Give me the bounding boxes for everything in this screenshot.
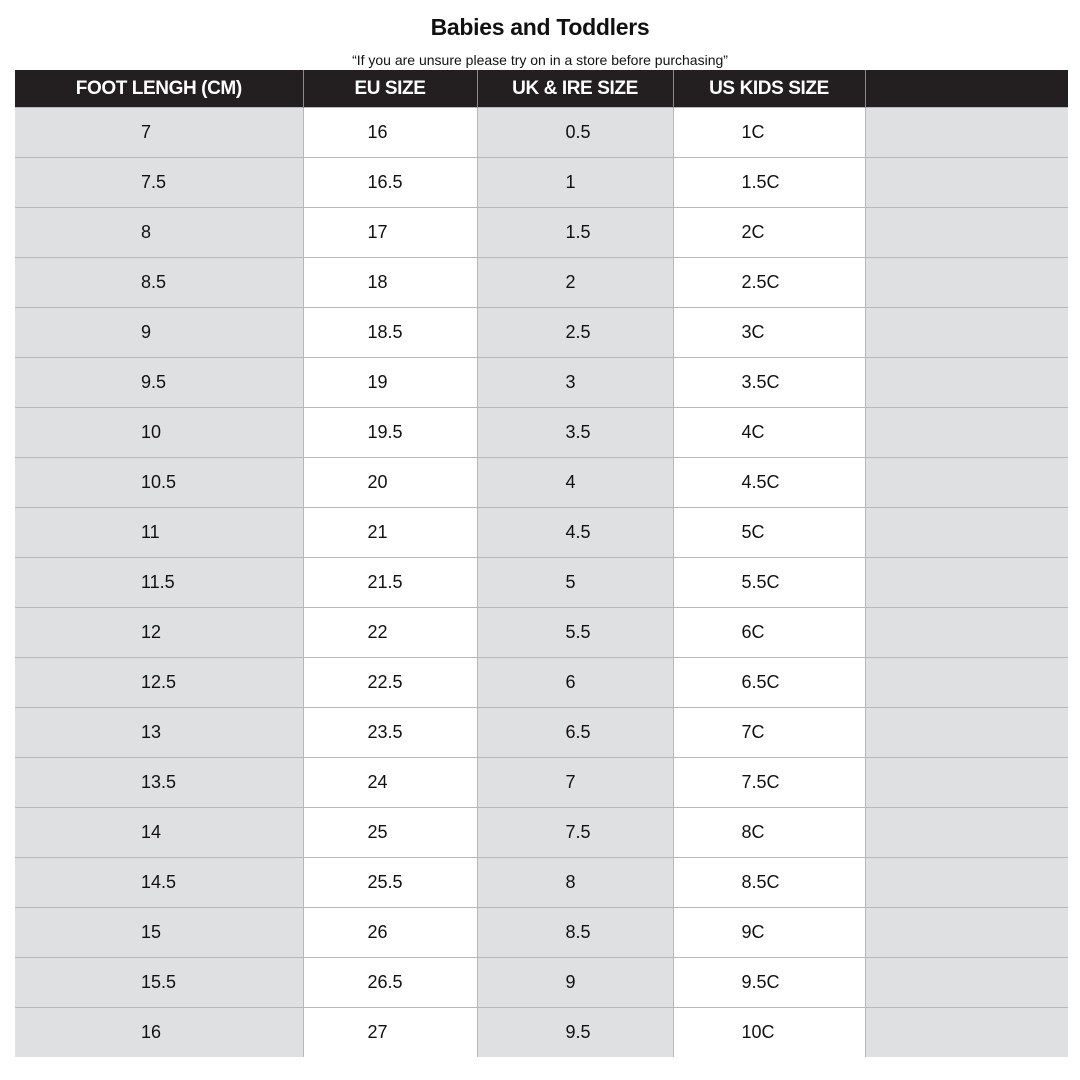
eu-size-cell: 26 xyxy=(303,908,477,958)
table-row xyxy=(15,258,1068,308)
us-kids-size-cell: 4C xyxy=(673,408,865,458)
us-kids-size-cell: 1C xyxy=(673,108,865,158)
uk-ire-size-cell: 9.5 xyxy=(477,1008,673,1058)
header-uk-ire-size: UK & IRE SIZE xyxy=(477,70,673,108)
eu-size-cell: 22.5 xyxy=(303,658,477,708)
foot-length-cell: 15.5 xyxy=(15,958,303,1008)
us-kids-size-cell: 7C xyxy=(673,708,865,758)
us-kids-size-cell: 9C xyxy=(673,908,865,958)
us-kids-size-cell: 2C xyxy=(673,208,865,258)
blank-cell xyxy=(865,508,1068,558)
us-kids-size-cell: 6.5C xyxy=(673,658,865,708)
table-row xyxy=(15,708,1068,758)
table-row xyxy=(15,108,1068,158)
blank-cell xyxy=(865,808,1068,858)
table-row xyxy=(15,558,1068,608)
uk-ire-size-cell: 9 xyxy=(477,958,673,1008)
blank-cell xyxy=(865,758,1068,808)
blank-cell xyxy=(865,208,1068,258)
foot-length-cell: 14.5 xyxy=(15,858,303,908)
blank-cell xyxy=(865,708,1068,758)
table-row xyxy=(15,1008,1068,1058)
uk-ire-size-cell: 2.5 xyxy=(477,308,673,358)
us-kids-size-cell: 8.5C xyxy=(673,858,865,908)
table-body xyxy=(15,108,1068,1058)
us-kids-size-cell: 3C xyxy=(673,308,865,358)
foot-length-cell: 13 xyxy=(15,708,303,758)
blank-cell xyxy=(865,358,1068,408)
eu-size-cell: 17 xyxy=(303,208,477,258)
blank-cell xyxy=(865,558,1068,608)
uk-ire-size-cell: 1 xyxy=(477,158,673,208)
blank-cell xyxy=(865,658,1068,708)
foot-length-cell: 10.5 xyxy=(15,458,303,508)
blank-cell xyxy=(865,258,1068,308)
uk-ire-size-cell: 7 xyxy=(477,758,673,808)
us-kids-size-cell: 4.5C xyxy=(673,458,865,508)
uk-ire-size-cell: 7.5 xyxy=(477,808,673,858)
table-row xyxy=(15,658,1068,708)
foot-length-cell: 7 xyxy=(15,108,303,158)
uk-ire-size-cell: 5.5 xyxy=(477,608,673,658)
eu-size-cell: 27 xyxy=(303,1008,477,1058)
eu-size-cell: 24 xyxy=(303,758,477,808)
blank-cell xyxy=(865,158,1068,208)
uk-ire-size-cell: 3.5 xyxy=(477,408,673,458)
eu-size-cell: 25.5 xyxy=(303,858,477,908)
us-kids-size-cell: 9.5C xyxy=(673,958,865,1008)
uk-ire-size-cell: 4.5 xyxy=(477,508,673,558)
size-chart-table xyxy=(15,70,1068,1057)
table-row xyxy=(15,358,1068,408)
table-row xyxy=(15,208,1068,258)
table-row xyxy=(15,158,1068,208)
foot-length-cell: 10 xyxy=(15,408,303,458)
eu-size-cell: 16.5 xyxy=(303,158,477,208)
uk-ire-size-cell: 3 xyxy=(477,358,673,408)
uk-ire-size-cell: 1.5 xyxy=(477,208,673,258)
eu-size-cell: 18.5 xyxy=(303,308,477,358)
blank-cell xyxy=(865,958,1068,1008)
page-title: Babies and Toddlers xyxy=(430,14,650,40)
table-row xyxy=(15,608,1068,658)
us-kids-size-cell: 2.5C xyxy=(673,258,865,308)
uk-ire-size-cell: 5 xyxy=(477,558,673,608)
us-kids-size-cell: 5.5C xyxy=(673,558,865,608)
table-row xyxy=(15,858,1068,908)
eu-size-cell: 19 xyxy=(303,358,477,408)
foot-length-cell: 16 xyxy=(15,1008,303,1058)
eu-size-cell: 18 xyxy=(303,258,477,308)
us-kids-size-cell: 8C xyxy=(673,808,865,858)
foot-length-cell: 11.5 xyxy=(15,558,303,608)
blank-cell xyxy=(865,458,1068,508)
foot-length-cell: 13.5 xyxy=(15,758,303,808)
eu-size-cell: 21 xyxy=(303,508,477,558)
page-subtitle: “If you are unsure please try on in a store before purchasing” xyxy=(352,52,728,68)
foot-length-cell: 9 xyxy=(15,308,303,358)
foot-length-cell: 14 xyxy=(15,808,303,858)
table-row xyxy=(15,958,1068,1008)
uk-ire-size-cell: 2 xyxy=(477,258,673,308)
blank-cell xyxy=(865,408,1068,458)
table-row xyxy=(15,758,1068,808)
us-kids-size-cell: 3.5C xyxy=(673,358,865,408)
uk-ire-size-cell: 0.5 xyxy=(477,108,673,158)
eu-size-cell: 21.5 xyxy=(303,558,477,608)
blank-cell xyxy=(865,308,1068,358)
foot-length-cell: 8 xyxy=(15,208,303,258)
eu-size-cell: 25 xyxy=(303,808,477,858)
eu-size-cell: 16 xyxy=(303,108,477,158)
uk-ire-size-cell: 8 xyxy=(477,858,673,908)
blank-cell xyxy=(865,858,1068,908)
table-row xyxy=(15,908,1068,958)
uk-ire-size-cell: 6.5 xyxy=(477,708,673,758)
uk-ire-size-cell: 4 xyxy=(477,458,673,508)
table-header-row xyxy=(15,70,1068,108)
us-kids-size-cell: 7.5C xyxy=(673,758,865,808)
foot-length-cell: 12 xyxy=(15,608,303,658)
uk-ire-size-cell: 8.5 xyxy=(477,908,673,958)
foot-length-cell: 11 xyxy=(15,508,303,558)
table-row xyxy=(15,408,1068,458)
header-us-kids-size: US KIDS SIZE xyxy=(673,70,865,108)
blank-cell xyxy=(865,108,1068,158)
eu-size-cell: 22 xyxy=(303,608,477,658)
blank-cell xyxy=(865,1008,1068,1058)
eu-size-cell: 19.5 xyxy=(303,408,477,458)
eu-size-cell: 26.5 xyxy=(303,958,477,1008)
table-row xyxy=(15,458,1068,508)
eu-size-cell: 20 xyxy=(303,458,477,508)
blank-cell xyxy=(865,908,1068,958)
foot-length-cell: 9.5 xyxy=(15,358,303,408)
foot-length-cell: 8.5 xyxy=(15,258,303,308)
us-kids-size-cell: 6C xyxy=(673,608,865,658)
table-row xyxy=(15,808,1068,858)
table-row xyxy=(15,308,1068,358)
header-foot-length: FOOT LENGH (CM) xyxy=(15,70,303,108)
eu-size-cell: 23.5 xyxy=(303,708,477,758)
blank-cell xyxy=(865,608,1068,658)
header-blank xyxy=(865,70,1068,108)
us-kids-size-cell: 5C xyxy=(673,508,865,558)
uk-ire-size-cell: 6 xyxy=(477,658,673,708)
foot-length-cell: 7.5 xyxy=(15,158,303,208)
header-eu-size: EU SIZE xyxy=(303,70,477,108)
us-kids-size-cell: 10C xyxy=(673,1008,865,1058)
us-kids-size-cell: 1.5C xyxy=(673,158,865,208)
foot-length-cell: 12.5 xyxy=(15,658,303,708)
foot-length-cell: 15 xyxy=(15,908,303,958)
table-row xyxy=(15,508,1068,558)
